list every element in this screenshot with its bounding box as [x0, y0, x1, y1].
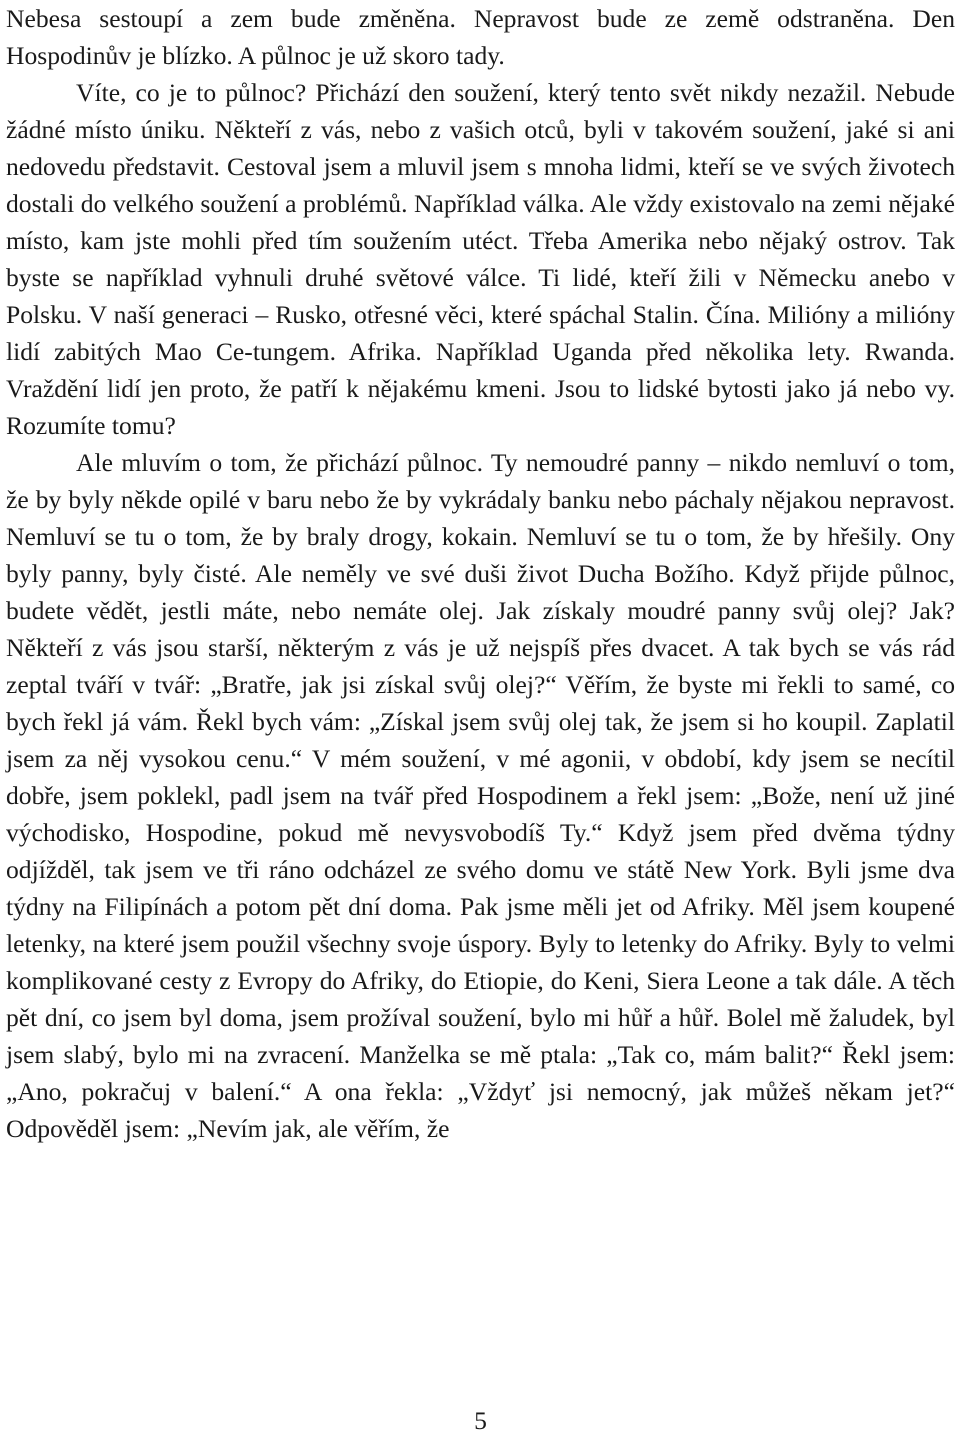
document-page: [6, 0, 955, 1452]
text-body: [6, 0, 955, 1147]
paragraph-1: Nebesa sestoupí a zem bude změněna. Nepravost bude ze země odstraněna. Den Hospodinův je blízko. A půlnoc je už skoro tady.: [6, 4, 955, 70]
paragraph-2: Víte, co je to půlnoc? Přichází den soužení, který tento svět nikdy nezažil. Nebude žádné místo úniku. Někteří z vás, nebo z vašich otců, byli v takovém soužení, jaké si ani nedovedu představit. Cestoval jsem a mluvil jsem s mnoha lidmi, kteří se ve svých životech dostali do velkého soužení a problémů. Například válka. Ale vždy existovalo na zemi nějaké místo, kam jste mohli před tím soužením utéct. Třeba Amerika nebo nějaký ostrov. Tak byste se například vyhnuli druhé světové válce. Ti lidé, kteří žili v Německu anebo v Polsku. V naší generaci – Rusko, otřesné věci, které spáchal Stalin. Čína. Milióny a milióny lidí zabitých Mao Ce-tungem. Afrika. Například Uganda před několika lety. Rwanda. Vraždění lidí jen proto, že patří k nějakému kmeni. Jsou to lidské bytosti jako já nebo vy. Rozumíte tomu?: [6, 78, 955, 440]
page-number: 5: [474, 1406, 487, 1435]
paragraph-3: Ale mluvím o tom, že přichází půlnoc. Ty nemoudré panny – nikdo nemluví o tom, že by byly někde opilé v baru nebo že by vykrádaly banku nebo páchaly nějakou nepravost. Nemluví se tu o tom, že by braly drogy, kokain. Nemluví se tu o tom, že by hřešily. Ony byly panny, byly čisté. Ale neměly ve své duši život Ducha Božího. Když přijde půlnoc, budete vědět, jestli máte, nebo nemáte olej. Jak získaly moudré panny svůj olej? Jak? Někteří z vás jsou starší, některým z vás je už nejspíš přes dvacet. A tak bych se vás rád zeptal tváří v tvář: „Bratře, jak jsi získal svůj olej?“ Věřím, že byste mi řekli to samé, co bych řekl já vám. Řekl bych vám: „Získal jsem svůj olej tak, že jsem si ho koupil. Zaplatil jsem za něj vysokou cenu.“ V mém soužení, v mé agonii, v období, kdy jsem se necítil dobře, jsem poklekl, padl jsem na tvář před Hospodinem a řekl jsem: „Bože, není už jiné východisko, Hospodine, pokud mě nevysvobodíš Ty.“ Když jsem před dvěma týdny odjížděl, tak jsem ve tři ráno odcházel ze svého domu ve státě New York. Byli jsme dva týdny na Filipínách a potom pět dní doma. Pak jsme měli jet od Afriky. Měl jsem koupené letenky, na které jsem použil všechny svoje úspory. Byly to letenky do Afriky. Byly to velmi komplikované cesty z Evropy do Afriky, do Etiopie, do Keni, Siera Leone a tak dále. A těch pět dní, co jsem byl doma, jsem prožíval soužení, bylo mi hůř a hůř. Bolel mě žaludek, byl jsem slabý, bylo mi na zvracení. Manželka se mě ptala: „Tak co, mám balit?“ Řekl jsem: „Ano, pokračuj v balení.“ A ona řekla: „Vždyť jsi nemocný, jak můžeš někam jet?“ Odpověděl jsem: „Nevím jak, ale věřím, že: [6, 448, 955, 1143]
